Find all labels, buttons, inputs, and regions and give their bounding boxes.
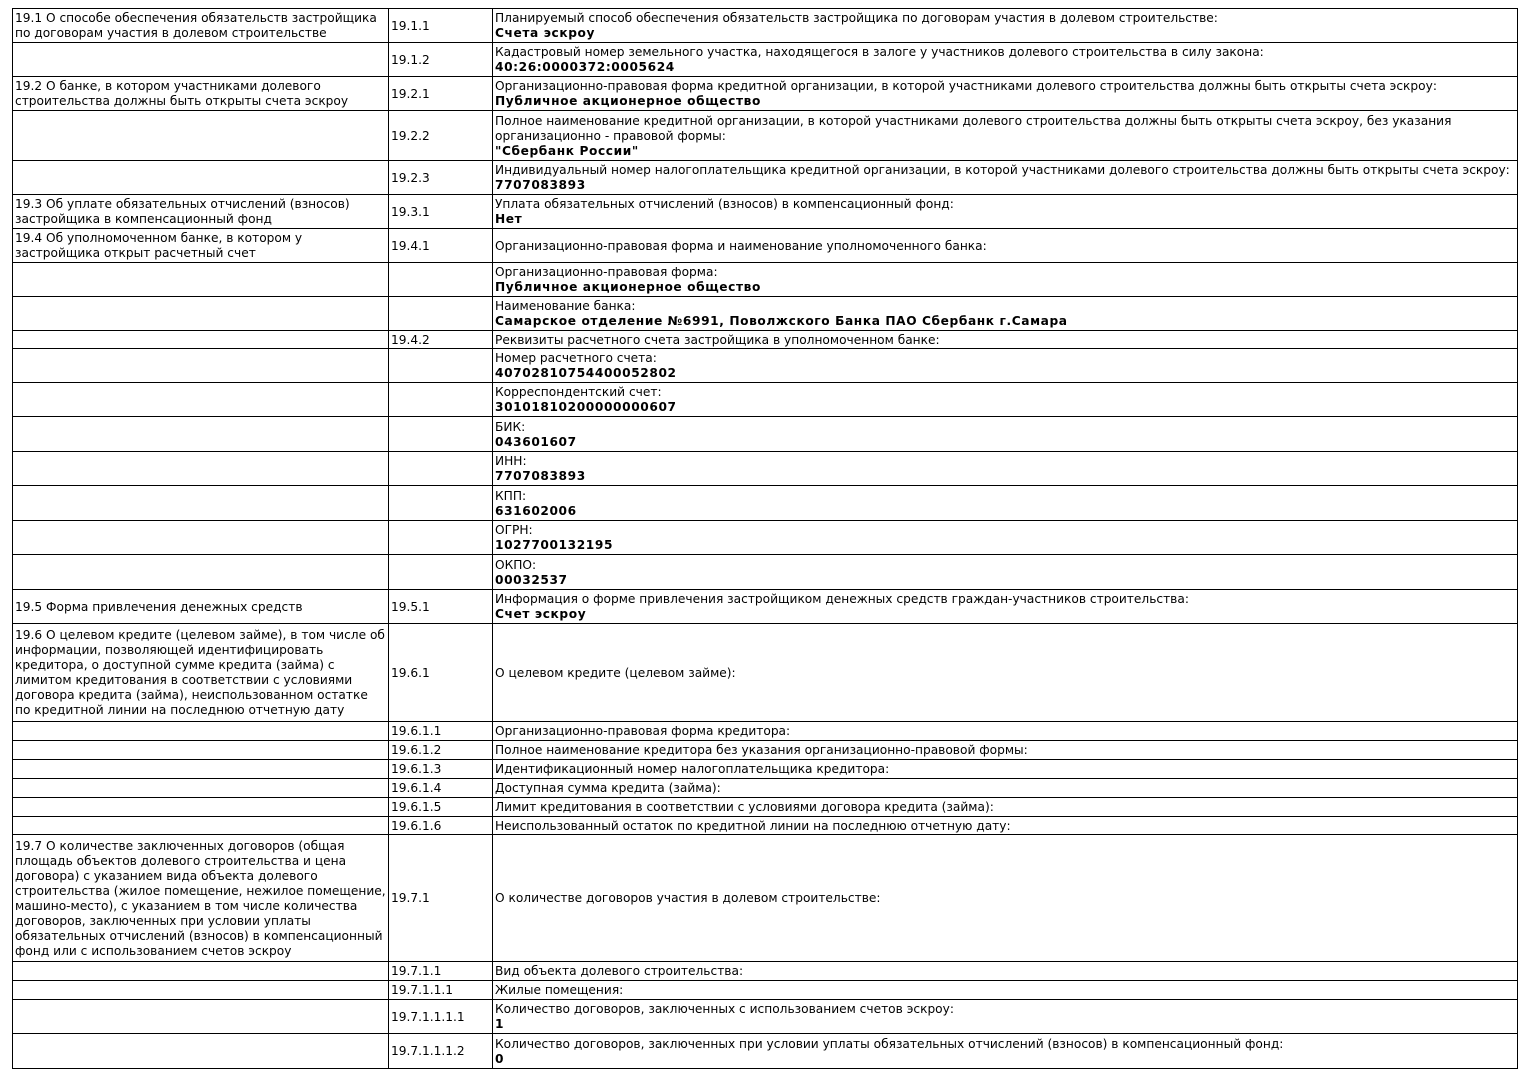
item-value: Публичное акционерное общество (495, 280, 761, 294)
section-title-cell (13, 297, 389, 331)
disclosure-table-body (13, 9, 1518, 1069)
item-label: КПП: (495, 488, 527, 503)
table-row (13, 798, 1518, 817)
section-title-cell (13, 161, 389, 195)
table-row (13, 229, 1518, 263)
item-number-cell: 19.6.1.1 (389, 722, 493, 741)
table-row (13, 521, 1518, 555)
item-value: "Сбербанк России" (495, 143, 639, 158)
item-label: Кадастровый номер земельного участка, находящегося в залоге у участников долевого строительства в силу закона: (495, 45, 1264, 59)
item-value: 40702810754400052802 (495, 366, 677, 380)
item-label: Наименование банка: (495, 299, 636, 313)
section-title-cell (13, 417, 389, 452)
item-value: 043601607 (495, 434, 577, 449)
item-content-cell (493, 981, 1518, 1000)
table-row (13, 981, 1518, 1000)
section-title-cell (13, 263, 389, 297)
section-title-cell: 19.4 Об уполномоченном банке, в котором у застройщика открыт расчетный счет (13, 229, 389, 263)
section-title-cell: 19.7 О количестве заключенных договоров (общая площадь объектов долевого строительства и цена договора) с указанием вида объекта долевого строительства (жилое помещение, нежилое помещение, машино-место), с указанием в том числе количества договоров, заключенных при условии уплаты обязательных отчислений (взносов) в компенсационный фонд или с использованием счетов эскроу (13, 835, 389, 962)
table-row (13, 779, 1518, 798)
item-label: Доступная сумма кредита (займа): (495, 781, 721, 795)
item-content-cell (493, 77, 1518, 111)
item-number-cell: 19.6.1.6 (389, 817, 493, 835)
table-row (13, 962, 1518, 981)
table-row (13, 383, 1518, 417)
table-row (13, 111, 1518, 161)
item-content-cell (493, 349, 1518, 383)
item-content-cell (493, 590, 1518, 624)
item-label: Количество договоров, заключенных при условии уплаты обязательных отчислений (взносов) в компенсационный фонд: (495, 1036, 1284, 1051)
item-value: 1027700132195 (495, 538, 614, 552)
table-row (13, 195, 1518, 229)
section-title-cell (13, 555, 389, 590)
item-label: ОКПО: (495, 557, 537, 572)
item-content-cell (493, 817, 1518, 835)
item-number-cell: 19.2.2 (389, 111, 493, 161)
section-title-cell (13, 486, 389, 521)
item-label: Полное наименование кредитной организации, в которой участниками долевого строительства должны быть открыты счета эскроу, без указания организационно - правовой формы: (495, 113, 1452, 143)
item-value: 7707083893 (495, 178, 586, 192)
item-label: Полное наименование кредитора без указания организационно-правовой формы: (495, 743, 1028, 757)
item-content-cell (493, 555, 1518, 590)
item-value: Публичное акционерное общество (495, 94, 761, 108)
item-content-cell (493, 229, 1518, 263)
section-title-cell (13, 722, 389, 741)
section-title-cell: 19.3 Об уплате обязательных отчислений (взносов) застройщика в компенсационный фонд (13, 195, 389, 229)
table-row (13, 9, 1518, 43)
item-label: Информация о форме привлечения застройщиком денежных средств граждан-участников строительства: (495, 592, 1189, 606)
item-number-cell: 19.7.1.1.1.1 (389, 1000, 493, 1034)
section-title-cell (13, 817, 389, 835)
item-label: БИК: (495, 419, 526, 434)
table-row (13, 331, 1518, 349)
item-label: Индивидуальный номер налогоплательщика кредитной организации, в которой участниками долевого строительства должны быть открыты счета эскроу: (495, 163, 1510, 177)
item-label: Корреспондентский счет: (495, 385, 662, 399)
item-content-cell (493, 722, 1518, 741)
table-row (13, 417, 1518, 452)
item-number-cell (389, 486, 493, 521)
item-label: Уплата обязательных отчислений (взносов) в компенсационный фонд: (495, 197, 954, 211)
section-title-cell (13, 331, 389, 349)
section-title-cell (13, 981, 389, 1000)
table-row (13, 741, 1518, 760)
item-content-cell (493, 962, 1518, 981)
item-number-cell: 19.7.1 (389, 835, 493, 962)
item-number-cell: 19.6.1.3 (389, 760, 493, 779)
table-row (13, 452, 1518, 486)
item-content-cell (493, 195, 1518, 229)
item-label: Номер расчетного счета: (495, 351, 657, 365)
table-row (13, 1000, 1518, 1034)
item-label: Организационно-правовая форма и наименование уполномоченного банка: (495, 238, 987, 253)
section-title-cell (13, 349, 389, 383)
disclosure-table (12, 8, 1518, 1069)
item-content-cell (493, 486, 1518, 521)
item-label: О количестве договоров участия в долевом строительстве: (495, 891, 881, 905)
item-content-cell (493, 297, 1518, 331)
item-content-cell (493, 111, 1518, 161)
item-content-cell (493, 43, 1518, 77)
table-row (13, 722, 1518, 741)
table-row (13, 297, 1518, 331)
section-title-cell (13, 1000, 389, 1034)
item-value: 00032537 (495, 572, 568, 587)
item-content-cell (493, 452, 1518, 486)
section-title-cell: 19.1 О способе обеспечения обязательств застройщика по договорам участия в долевом строительстве (13, 9, 389, 43)
table-row (13, 760, 1518, 779)
section-title-cell (13, 798, 389, 817)
section-title-cell (13, 383, 389, 417)
item-content-cell (493, 383, 1518, 417)
table-row (13, 43, 1518, 77)
item-label: ОГРН: (495, 523, 533, 537)
table-row (13, 1034, 1518, 1069)
section-title-cell (13, 452, 389, 486)
item-number-cell: 19.6.1 (389, 624, 493, 722)
item-content-cell (493, 161, 1518, 195)
table-row (13, 486, 1518, 521)
item-content-cell (493, 741, 1518, 760)
item-content-cell (493, 760, 1518, 779)
item-number-cell: 19.7.1.1 (389, 962, 493, 981)
section-title-cell (13, 741, 389, 760)
table-row (13, 349, 1518, 383)
item-label: Идентификационный номер налогоплательщика кредитора: (495, 762, 890, 776)
section-title-cell (13, 1034, 389, 1069)
item-number-cell: 19.5.1 (389, 590, 493, 624)
item-number-cell: 19.7.1.1.1 (389, 981, 493, 1000)
item-number-cell: 19.4.1 (389, 229, 493, 263)
item-number-cell (389, 349, 493, 383)
item-number-cell: 19.2.1 (389, 77, 493, 111)
item-number-cell (389, 263, 493, 297)
section-title-cell (13, 962, 389, 981)
item-label: Организационно-правовая форма: (495, 265, 718, 279)
table-row (13, 263, 1518, 297)
section-title-cell (13, 43, 389, 77)
item-number-cell (389, 555, 493, 590)
item-value: 0 (495, 1051, 505, 1066)
item-number-cell: 19.3.1 (389, 195, 493, 229)
table-row (13, 555, 1518, 590)
item-number-cell: 19.2.3 (389, 161, 493, 195)
item-value: 40:26:0000372:0005624 (495, 60, 675, 74)
item-label: Организационно-правовая форма кредитной организации, в которой участниками долевого строительства должны быть открыты счета эскроу: (495, 79, 1437, 93)
item-label: Вид объекта долевого строительства: (495, 964, 744, 978)
item-number-cell (389, 452, 493, 486)
item-number-cell (389, 417, 493, 452)
table-row (13, 590, 1518, 624)
item-value: Счет эскроу (495, 607, 587, 621)
item-content-cell (493, 521, 1518, 555)
item-label: Организационно-правовая форма кредитора: (495, 724, 791, 738)
section-title-cell (13, 779, 389, 798)
item-number-cell (389, 297, 493, 331)
table-row (13, 161, 1518, 195)
item-label: О целевом кредите (целевом займе): (495, 665, 736, 680)
section-title-cell (13, 111, 389, 161)
section-title-cell: 19.6 О целевом кредите (целевом займе), в том числе об информации, позволяющей идентифицировать кредитора, о доступной сумме кредита (займа) с лимитом кредитования в соответствии с условиями договора кредита (займа), неиспользованном остатке по кредитной линии на последнюю отчетную дату (13, 624, 389, 722)
item-number-cell: 19.6.1.2 (389, 741, 493, 760)
item-content-cell (493, 331, 1518, 349)
item-number-cell: 19.7.1.1.1.2 (389, 1034, 493, 1069)
item-number-cell: 19.6.1.5 (389, 798, 493, 817)
item-label: Жилые помещения: (495, 983, 624, 997)
item-content-cell (493, 798, 1518, 817)
item-content-cell (493, 835, 1518, 962)
item-value: Счета эскроу (495, 26, 596, 40)
item-content-cell (493, 1000, 1518, 1034)
item-value: 7707083893 (495, 469, 586, 483)
section-title-cell (13, 760, 389, 779)
table-row (13, 624, 1518, 722)
item-label: Планируемый способ обеспечения обязательств застройщика по договорам участия в долевом строительстве: (495, 11, 1218, 25)
item-content-cell (493, 779, 1518, 798)
section-title-cell (13, 521, 389, 555)
item-value: 30101810200000000607 (495, 400, 677, 414)
item-value: Самарское отделение №6991, Поволжского Банка ПАО Сбербанк г.Самара (495, 314, 1068, 328)
item-number-cell: 19.4.2 (389, 331, 493, 349)
item-content-cell (493, 624, 1518, 722)
item-label: Неиспользованный остаток по кредитной линии на последнюю отчетную дату: (495, 818, 1011, 833)
section-title-cell: 19.5 Форма привлечения денежных средств (13, 590, 389, 624)
item-label: Реквизиты расчетного счета застройщика в уполномоченном банке: (495, 332, 940, 347)
table-row (13, 77, 1518, 111)
section-title-cell: 19.2 О банке, в котором участниками долевого строительства должны быть открыты счета эскроу (13, 77, 389, 111)
item-content-cell (493, 1034, 1518, 1069)
item-number-cell: 19.1.2 (389, 43, 493, 77)
item-number-cell (389, 383, 493, 417)
item-number-cell (389, 521, 493, 555)
item-label: Количество договоров, заключенных с использованием счетов эскроу: (495, 1002, 954, 1016)
item-number-cell: 19.6.1.4 (389, 779, 493, 798)
table-row (13, 817, 1518, 835)
item-content-cell (493, 417, 1518, 452)
item-label: Лимит кредитования в соответствии с условиями договора кредита (займа): (495, 800, 994, 814)
item-content-cell (493, 263, 1518, 297)
table-row (13, 835, 1518, 962)
item-value: 631602006 (495, 503, 577, 518)
item-value: Нет (495, 212, 523, 226)
item-value: 1 (495, 1017, 505, 1031)
item-content-cell (493, 9, 1518, 43)
item-label: ИНН: (495, 454, 527, 468)
item-number-cell: 19.1.1 (389, 9, 493, 43)
